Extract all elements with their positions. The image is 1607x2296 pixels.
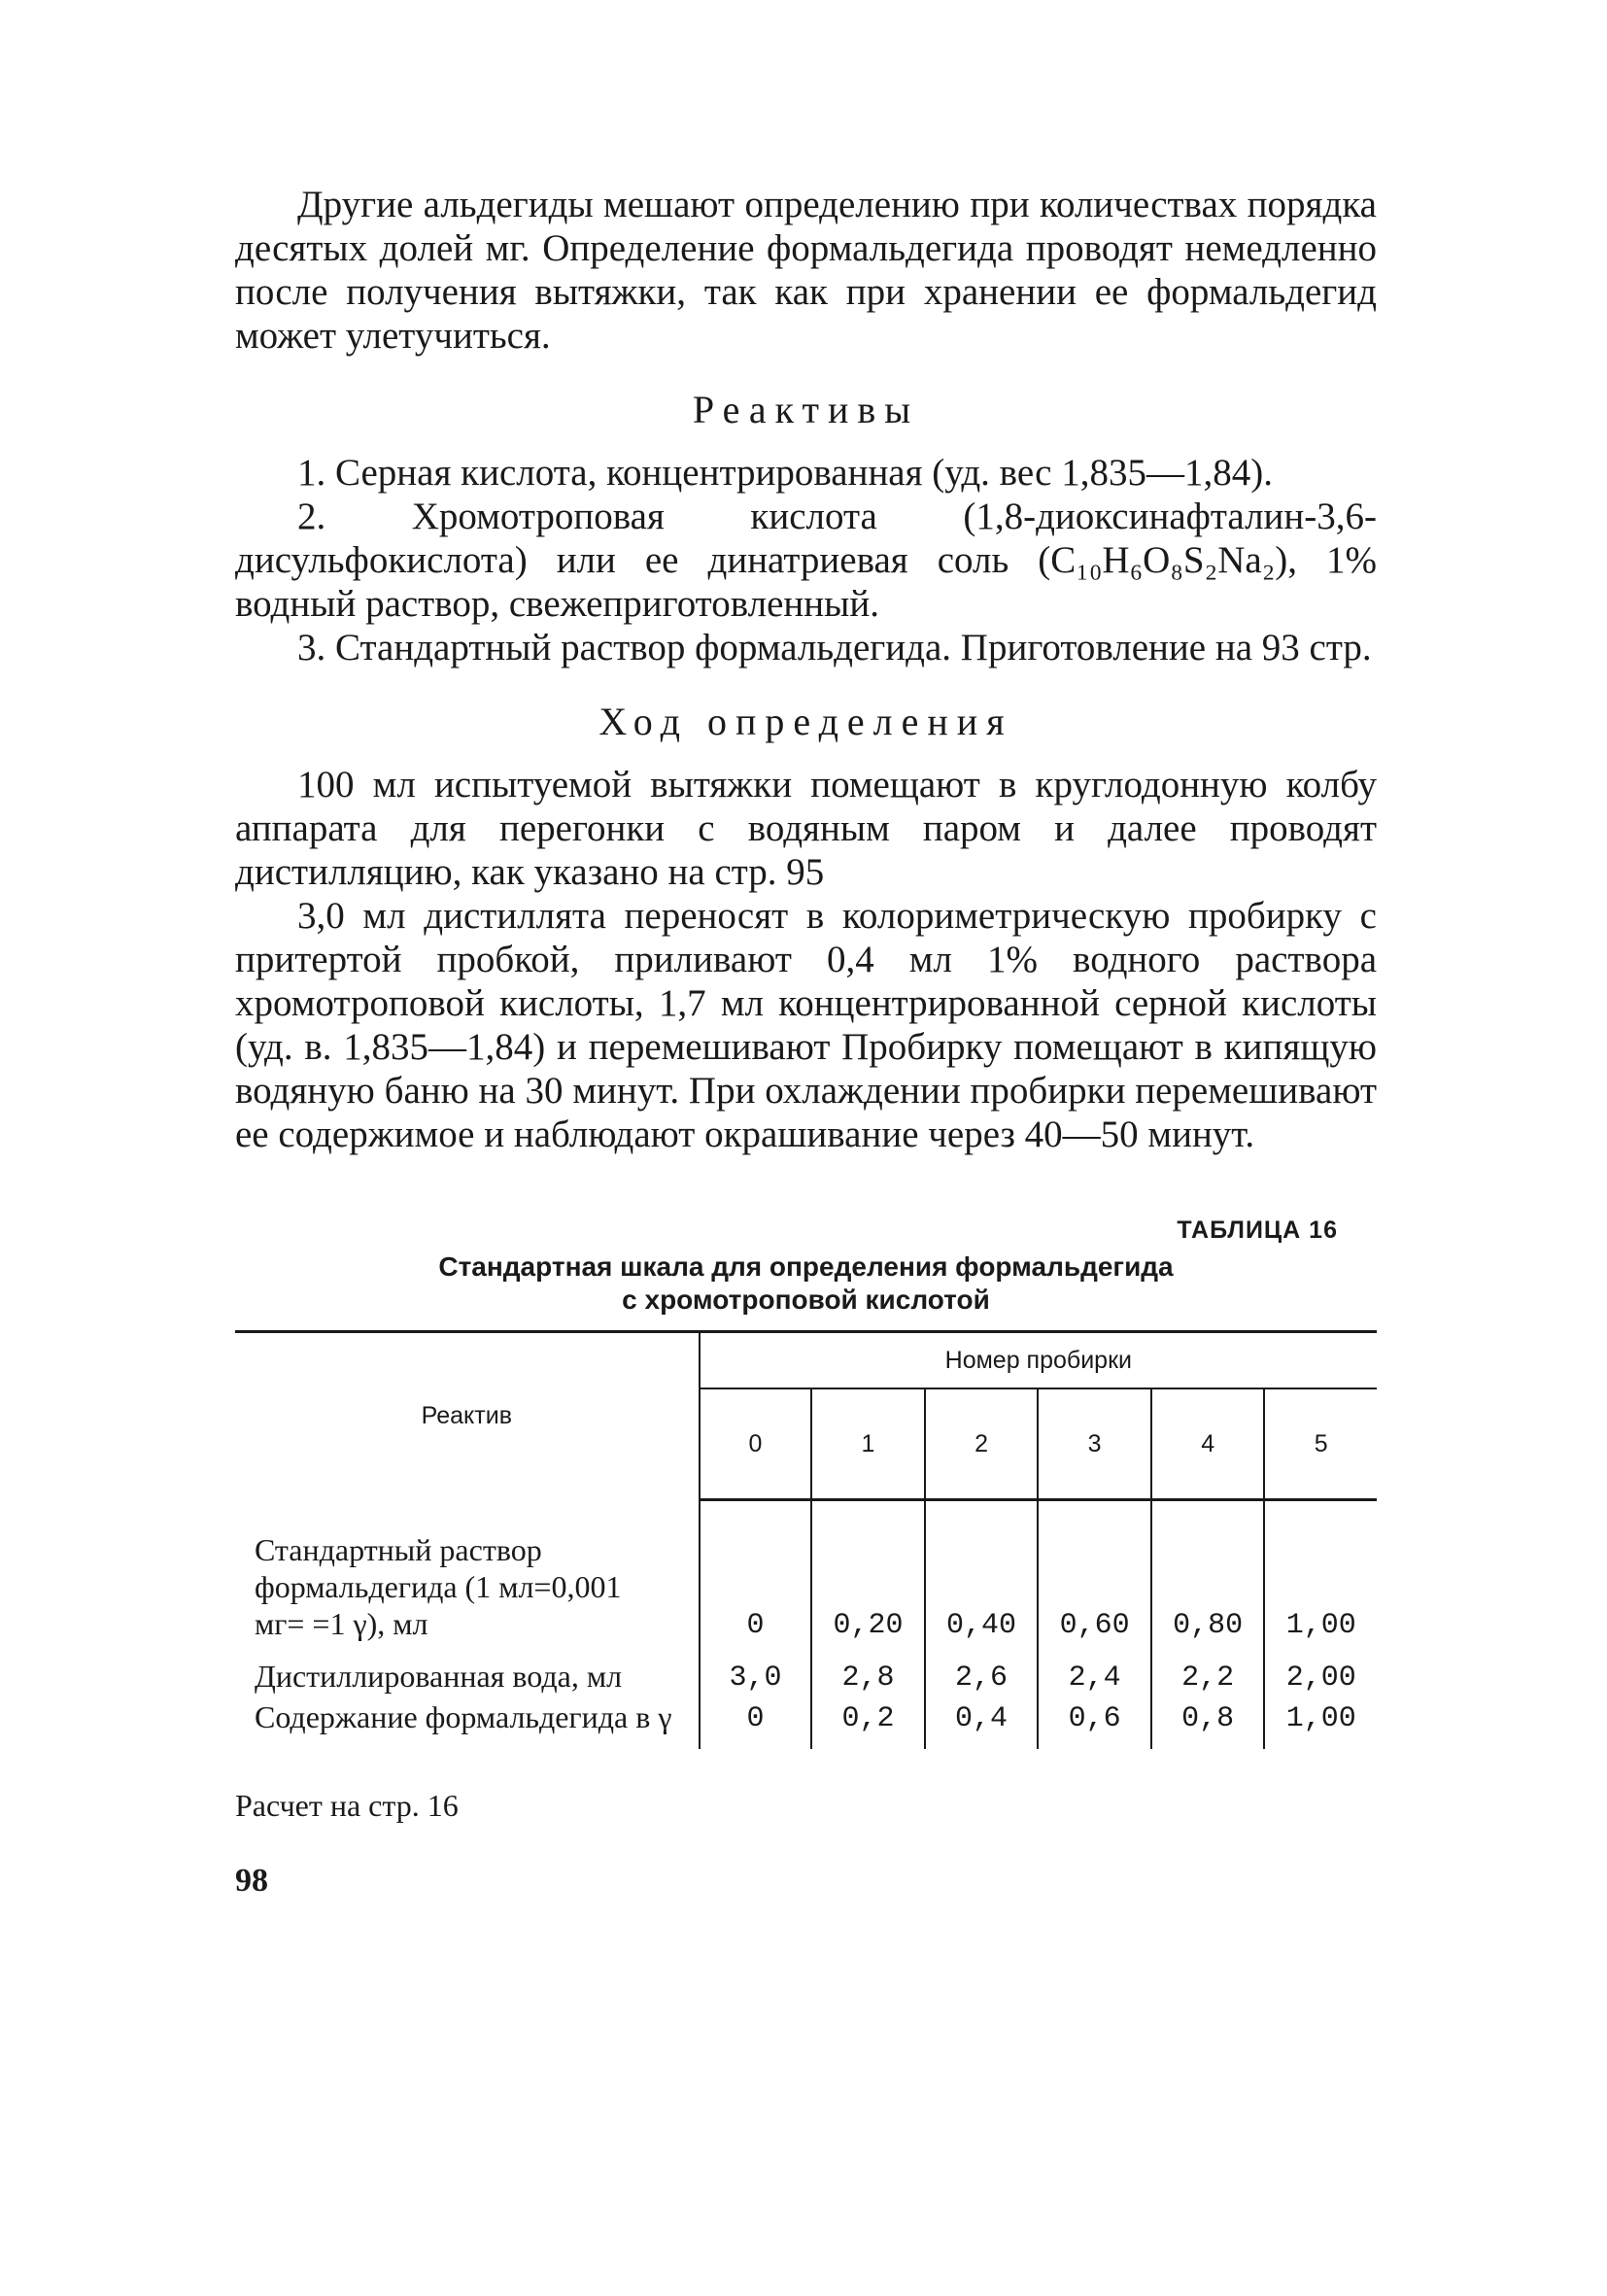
tube-number-header: 0 [700,1388,812,1500]
table-cell: 2,4 [1038,1656,1151,1696]
reagents-heading: Реактивы [692,388,920,431]
standard-scale-table [235,1330,1377,1749]
table-cell: 0,2 [811,1696,925,1749]
procedure-heading: Ход определения [598,700,1013,743]
table-cell: 2,2 [1151,1656,1265,1696]
table-cell: 0,60 [1038,1500,1151,1656]
table-cell: 0 [746,1608,765,1642]
table-cell: 1,00 [1264,1696,1377,1749]
table-cell: 0,40 [925,1500,1039,1656]
tube-number-header: 2 [925,1388,1039,1500]
table-cell: 0,8 [1151,1696,1265,1749]
tube-number-header: 3 [1038,1388,1151,1500]
reagent-item: 2. Хромотроповая кислота (1,8-диоксинафталин-3,6-дисульфокислота) или ее динатриевая соль (C₁₀H₆O₈S₂Na₂), 1% водный раствор, свежеприготовленный. [235,496,1377,625]
table-cell: 0,20 [811,1500,925,1656]
page [235,183,1377,1900]
table-cell: 2,00 [1264,1656,1377,1696]
reagent-item: 3. Стандартный раствор формальдегида. Приготовление на 93 стр. [297,627,1372,668]
tube-number-header: 1 [811,1388,925,1500]
intro-paragraph: Другие альдегиды мешают определению при количествах порядка десятых долей мг. Определение формальдегида проводят немедленно после получения вытяжки, так как при хранении ее формальдегид может улетучиться. [235,184,1377,357]
table-row [235,1500,1377,1656]
table-cell: 0,4 [925,1696,1039,1749]
table-cell: 0,6 [1038,1696,1151,1749]
table-title-line: Стандартная шкала для определения формальдегида [438,1251,1174,1282]
table-title [235,1251,1377,1317]
page-number: 98 [235,1862,268,1899]
table-cell: 1,00 [1264,1500,1377,1656]
table-row [235,1696,1377,1749]
row-label: Стандартный раствор формальдегида (1 мл=0,001 мг= =1 γ), мл [235,1500,700,1656]
table-cell: 0,80 [1151,1500,1265,1656]
procedure-paragraph: 100 мл испытуемой вытяжки помещают в круглодонную колбу аппарата для перегонки с водяным паром и далее проводят дистилляцию, как указано на стр. 95 [235,764,1377,893]
footnote: Расчет на стр. 16 [235,1787,459,1823]
table-label: ТАБЛИЦА 16 [1177,1217,1338,1244]
row-label: Содержание формальдегида в γ [235,1696,700,1749]
reagents-list [235,451,1377,669]
tube-number-header: 5 [1264,1388,1377,1500]
reagent-item: 1. Серная кислота, концентрированная (уд. вес 1,835—1,84). [297,452,1273,494]
column-header-reagent: Реактив [235,1332,700,1500]
tube-number-header: 4 [1151,1388,1265,1500]
table-cell: 0 [746,1701,765,1735]
table-cell: 2,8 [811,1656,925,1696]
row-label: Дистиллированная вода, мл [235,1656,700,1696]
column-group-header: Номер пробирки [700,1332,1377,1389]
table-row [235,1656,1377,1696]
procedure-paragraph: 3,0 мл дистиллята переносят в колориметрическую пробирку с притертой пробкой, приливают 0,4 мл 1% водного раствора хромотроповой кислоты, 1,7 мл концентрированной серной кислоты (уд. в. 1,835—1,84) и перемешивают Пробирку помещают в кипящую водяную баню на 30 минут. При охлаждении пробирки перемешивают ее содержимое и наблюдают окрашивание через 40—50 минут. [235,895,1377,1155]
table-cell: 2,6 [925,1656,1039,1696]
table-cell: 3,0 [729,1661,782,1695]
table-title-line: с хромотроповой кислотой [622,1285,990,1315]
